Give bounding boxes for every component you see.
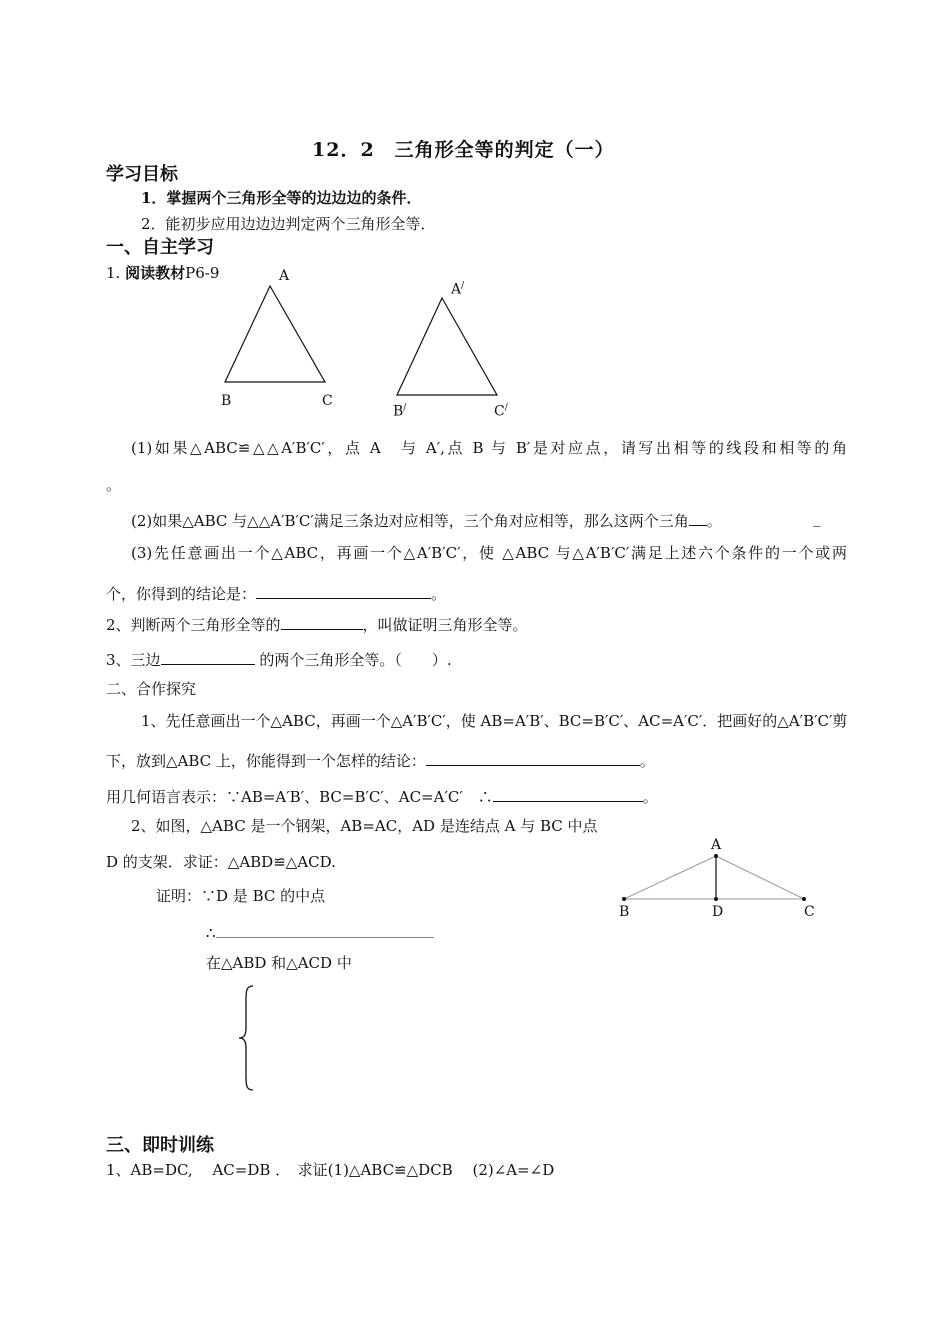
fig2-label-c: C (804, 904, 815, 920)
fig2-label-a: A (711, 837, 722, 853)
goals-heading: 学习目标 (106, 164, 178, 185)
para-2-text: (2)如果△ABC 与△△A′B′C′满足三条边对应相等，三个角对应相等，那么这两个三角 (131, 512, 689, 530)
proof-line-3: 在△ABD 和△ACD 中 (206, 954, 352, 972)
q1-page: P6-9 (185, 264, 220, 282)
coop-1-end: 。 (639, 752, 655, 770)
coop-1-text: 下，放到△ABC 上，你能得到一个怎样的结论： (106, 752, 426, 770)
coop-1-line3 (106, 787, 658, 805)
triangle-abc-prime (397, 298, 497, 395)
para-3: (3)先任意画出一个△ABC，再画一个△A′B′C′，使 △ABC 与△A′B′C′满足上述六个条件的一个或两 (131, 544, 847, 562)
label-a: A (279, 268, 290, 284)
para-2-mark: _ (813, 509, 821, 527)
coop-1-geo-end: 。 (642, 788, 658, 806)
para-3-end: 。 (431, 585, 447, 603)
triangle-abc (225, 286, 325, 382)
section2-heading: 二、合作探究 (106, 680, 197, 698)
triangles-figure (200, 262, 540, 427)
q2-line (106, 615, 528, 633)
blank-coop-geo[interactable] (493, 787, 643, 802)
para-2 (131, 511, 722, 529)
q2-text: 2、判断两个三角形全等的 (106, 616, 281, 634)
para-1-end: 。 (106, 476, 122, 494)
page-title: 12．2 三角形全等的判定（一） (312, 139, 615, 161)
coop-2: 2、如图，△ABC 是一个钢架，AB=AC，AD 是连结点 A 与 BC 中点 (131, 817, 598, 835)
segment-ab (624, 856, 716, 899)
label-b2-letter: B (393, 403, 404, 420)
coop-1: 1、先任意画出一个△ABC，再画一个△A′B′C′，使 AB=A′B′、BC=B′C′、AC=A′C′．把画好的△A′B′C′剪 (141, 712, 848, 730)
fig2-label-b: B (619, 904, 630, 920)
point-c (802, 897, 806, 901)
blank-q3[interactable] (161, 650, 255, 665)
label-b: B (221, 393, 232, 409)
label-c2-letter: C (494, 403, 505, 420)
q1-label: 1. (106, 264, 121, 282)
label-a2-letter: A (451, 281, 462, 298)
blank-2[interactable] (689, 511, 707, 526)
q3-text: 3、三边 (106, 651, 161, 669)
point-b (622, 897, 626, 901)
therefore-symbol: ∴ (206, 924, 216, 942)
blank-proof[interactable] (216, 923, 434, 938)
coop-2-line2: D 的支架．求证：△ABD≌△ACD. (106, 853, 336, 871)
para-2-end: 。 (706, 512, 722, 530)
label-c: C (322, 393, 333, 409)
proof-line-2 (206, 923, 434, 941)
goal-item-2: 2．能初步应用边边边判定两个三角形全等． (141, 215, 436, 233)
coop-1-line2 (106, 751, 655, 769)
label-a-prime (451, 282, 464, 297)
label-b2-prime: / (403, 403, 407, 413)
proof-line-1: 证明：∵D 是 BC 的中点 (156, 887, 326, 905)
blank-coop-1[interactable] (426, 751, 640, 766)
fig2-label-d: D (712, 904, 724, 920)
blank-q2[interactable] (281, 615, 363, 630)
point-d (714, 897, 718, 901)
q3-line (106, 650, 452, 668)
q2-end: ，叫做证明三角形全等。 (362, 616, 528, 634)
section3-heading: 三、即时训练 (106, 1135, 214, 1156)
label-c-prime (494, 404, 508, 419)
label-a2-prime: / (461, 281, 465, 291)
para-1: (1)如果△ABC≌△△A′B′C′，点 A 与 A′,点 B 与 B′是对应点，请写出相等的线段和相等的角 (131, 439, 847, 457)
section1-heading: 一、自主学习 (106, 237, 214, 258)
exercise-1: 1、AB=DC, AC=DB ． 求证(1)△ABC≌△DCB (2)∠A=∠D (106, 1161, 555, 1179)
para-3-text: 个，你得到的结论是： (106, 585, 257, 603)
q3-end: 的两个三角形全等。（ ）. (254, 651, 452, 669)
left-brace-icon (236, 984, 258, 1092)
coop-1-geo: 用几何语言表示：∵AB=A′B′、BC=B′C′、AC=A′C′ ∴ (106, 788, 493, 806)
para-3-line2 (106, 584, 446, 602)
segment-ac (716, 856, 804, 899)
label-b-prime (393, 404, 406, 419)
q1-text: 阅读教材 (125, 264, 186, 282)
blank-3[interactable] (256, 584, 431, 599)
goal-item-1: 1．掌握两个三角形全等的边边边的条件． (141, 189, 422, 207)
point-a (714, 854, 718, 858)
label-c2-prime: / (504, 403, 508, 413)
